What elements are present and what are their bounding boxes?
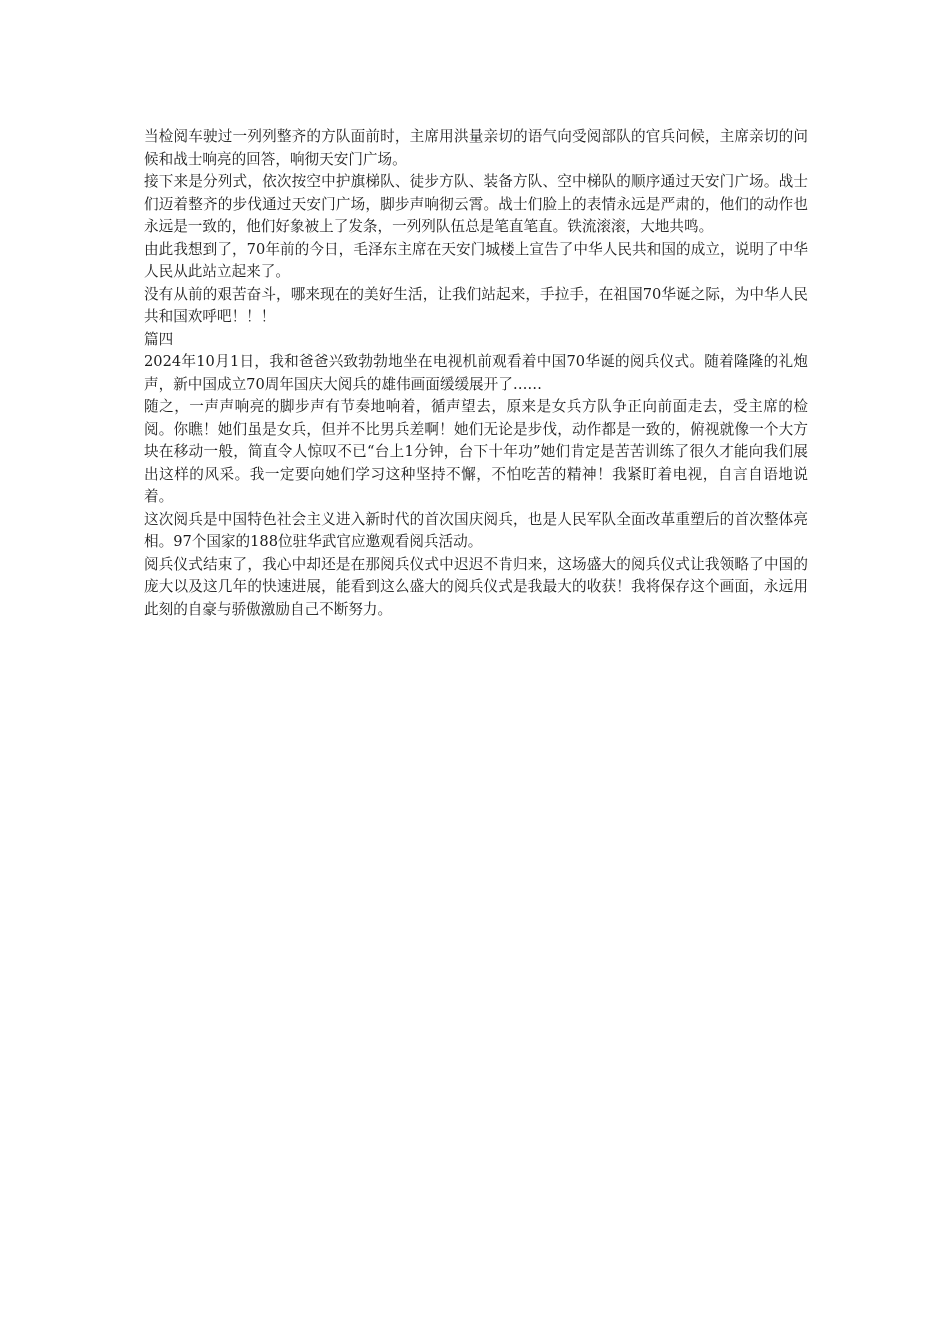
paragraph: 随之，一声声响亮的脚步声有节奏地响着，循声望去，原来是女兵方队争正向前面走去，受主席的检阅。你瞧！她们虽是女兵，但并不比男兵差啊！她们无论是步伐，动作都是一致的，俯视就像一个大方块在移动一般，简直令人惊叹不已“台上1分钟，台下十年功”她们肯定是苦苦训练了很久才能向我们展出这样的风采。我一定要向她们学习这种坚持不懈，不怕吃苦的精神！我紧盯着电视，自言自语地说着。 bbox=[144, 398, 808, 505]
section-heading: 篇四 bbox=[144, 330, 174, 348]
paragraph: 这次阅兵是中国特色社会主义进入新时代的首次国庆阅兵，也是人民军队全面改革重塑后的首次整体亮相。97个国家的188位驻华武官应邀观看阅兵活动。 bbox=[144, 510, 808, 550]
document-body bbox=[144, 126, 808, 621]
paragraph: 没有从前的艰苦奋斗，哪来现在的美好生活，让我们站起来，手拉手，在祖国70华诞之际，为中华人民共和国欢呼吧！！！ bbox=[144, 285, 808, 325]
paragraph: 当检阅车驶过一列列整齐的方队面前时，主席用洪量亲切的语气向受阅部队的官兵问候，主席亲切的问候和战士响亮的回答，响彻天安门广场。 bbox=[144, 128, 808, 168]
paragraph: 阅兵仪式结束了，我心中却还是在那阅兵仪式中迟迟不肯归来，这场盛大的阅兵仪式让我领略了中国的庞大以及这几年的快速进展，能看到这么盛大的阅兵仪式是我最大的收获！我将保存这个画面，永远用此刻的自豪与骄傲激励自己不断努力。 bbox=[144, 555, 808, 618]
paragraph: 接下来是分列式，依次按空中护旗梯队、徒步方队、装备方队、空中梯队的顺序通过天安门广场。战士们迈着整齐的步伐通过天安门广场，脚步声响彻云霄。战士们脸上的表情永远是严肃的，他们的动作也永远是一致的，他们好象被上了发条，一列列队伍总是笔直笔直。铁流滚滚，大地共鸣。 bbox=[144, 173, 808, 235]
paragraph: 2024年10月1日，我和爸爸兴致勃勃地坐在电视机前观看着中国70华诞的阅兵仪式。随着隆隆的礼炮声，新中国成立70周年国庆大阅兵的雄伟画面缓缓展开了…… bbox=[144, 353, 808, 393]
paragraph: 由此我想到了，70年前的今日，毛泽东主席在天安门城楼上宣告了中华人民共和国的成立，说明了中华人民从此站立起来了。 bbox=[144, 240, 808, 280]
